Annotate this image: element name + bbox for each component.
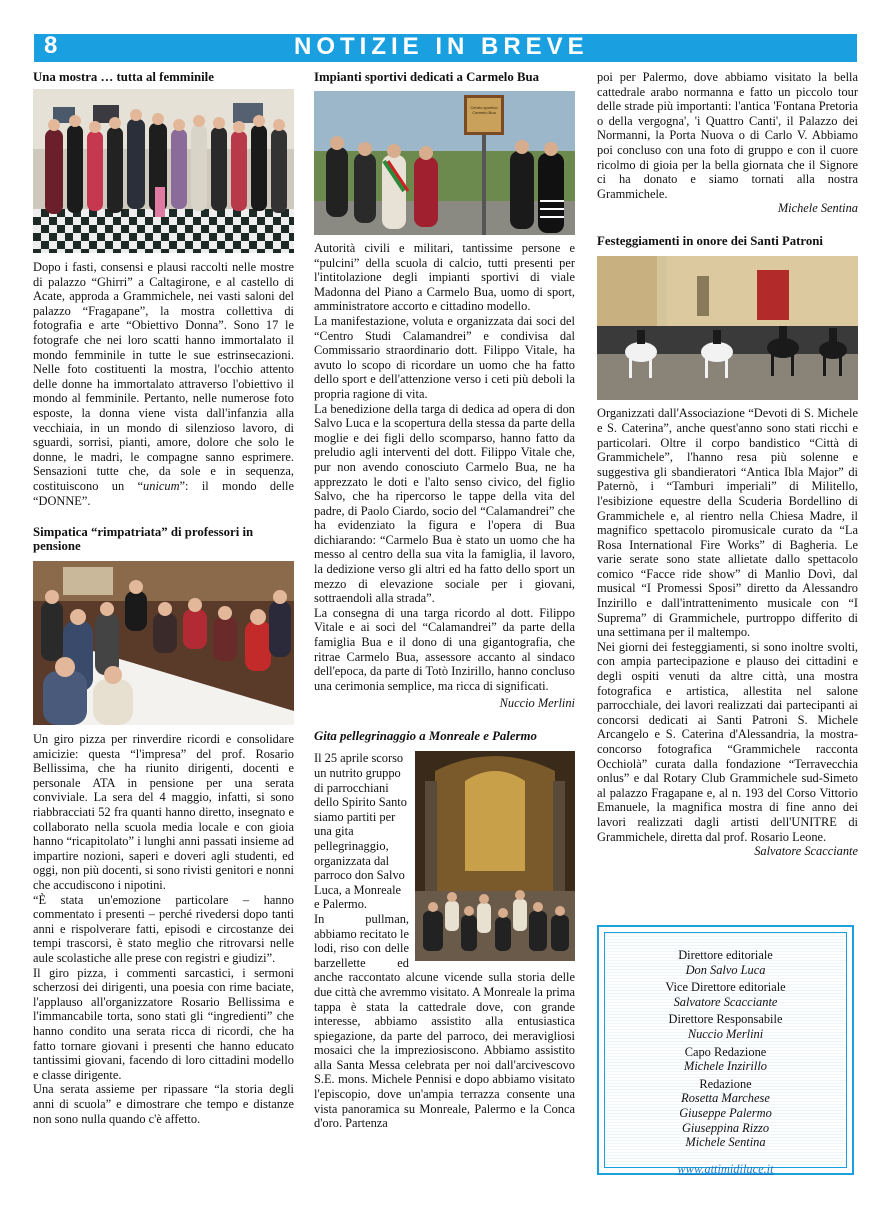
article-text-rimpatriata-2: “È stata un'emozione particolare – hanno commentato i presenti – perché rivedersi dopo tanti anni e rispolverare fatti, episodi e circostanze dei tempi trascorsi, è stato meglio che ritrovarsi nelle aule scolastiche alle prese con registri e giudizi”. [33, 892, 294, 965]
staff-role-vice-editor: Vice Direttore editoriale [665, 980, 786, 995]
article-title-mostra: Una mostra … tutta al femminile [33, 70, 214, 84]
staff-name-editor: Don Salvo Luca [685, 962, 766, 977]
article-text-mostra-main: Dopo i fasti, consensi e plausi raccolti nelle mostre di palazzo “Ghirri” a Caltagirone, e al castello di Acate, approda a Grammichele, nei vasti saloni del palazzo “Fragapane”, la mostra collettiva di fotografia e arte “Obiettivo Donna”. Sono 17 le fotografe che nei loro scatti hanno immortalato il mondo femminile in tutte le sue estrinsecazioni. Nelle foto costituenti la mostra, l'occhio attento delle donne ha immortalato attraverso l'obiettivo il mondo al femminile. Pertanto, nelle numerose foto esposte, la donna viene vista dall'infanzia alla vecchiaia, in un mondo di silenzioso lavoro, di sguardi, sorrisi, pianti, amore, dolore che solo le donne, le madri, le compagne sanno esprimere. Sensazioni tutte che, da sole e in sequenza, costituiscono un “ [33, 260, 294, 493]
editorial-staff-frame [604, 932, 847, 1176]
photo-exhibition-group [33, 89, 294, 253]
staff-role-editor: Direttore editoriale [678, 948, 773, 962]
author-signature-merlini: Nuccio Merlini [499, 696, 575, 711]
photo-plaque-ceremony [314, 91, 575, 235]
photo-horses-parade [597, 256, 858, 400]
staff-name-newsroom-1: Rosetta Marchese [681, 1091, 770, 1106]
page-number: 8 [44, 32, 58, 59]
staff-name-vice-editor: Salvatore Scacciante [673, 994, 778, 1009]
column-right [597, 70, 858, 859]
editorial-staff-list [605, 945, 846, 1176]
photo-pizza-dinner [33, 561, 294, 725]
article-title-festeggiamenti: Festeggiamenti in onore dei Santi Patroni [597, 234, 823, 249]
staff-role-newsroom: Redazione [699, 1076, 752, 1091]
article-title-rimpatriata: Simpatica “rimpatriata” di professori in pensione [33, 525, 254, 554]
column-left [33, 70, 294, 1126]
article-text-impianti-2: La manifestazione, voluta e organizzata dai soci del “Centro Studi Calamandrei” e condivisa dal Commissario straordinario dott. Filippo Vitale, ha avuto lo scopo di ricordare un uomo che ha fatto dello sport e dell'attenzione verso i ceti più deboli la propria ragione di vita. [314, 313, 575, 401]
website-link[interactable]: www.attimidiluce.it [677, 1161, 774, 1176]
article-text-festeggiamenti-1: Organizzati dall'Associazione “Devoti di S. Michele e S. Caterina”, anche quest'anno sono stati ricchi e particolari. Oltre il corpo bandistico “Città di Grammichele”, l'hanno resa più solenne e suggestiva gli sbandieratori “Antica Ibla Major” di Paternò, i “Tamburi imperiali” di Militello, l'esibizione equestre della Scuderia Bordellino di Grammichele e, al rientro nella Chiesa Madre, il magnifico spettacolo piromusicale curato da “La Rosa International Fire Works” di Bagheria. Le varie serate sono state allietate dallo spettacolo comico “Facce ride show” di Manlio Dovì, dal musical “I Promessi Sposi” diretto da Alessandro Inzirillo e dall'intrattenimento musicale con “I Suprema” di Grammichele, purtroppo differito di una settimana per il maltempo. [597, 406, 858, 640]
article-text-mostra-end: ”: il mondo delle “DONNE”. [33, 478, 294, 508]
article-text-rimpatriata-4: Una serata assieme per ripassare “la storia degli anni di scuola” e dimostrare che tempo e distanze non sono nulla quando c'è affetto. [33, 1082, 294, 1126]
article-text-gita-1: Il 25 aprile scorso un nutrito gruppo di parrocchiani dello Spirito Santo siamo partiti per una gita pellegrinaggio, organizzata dal parroco don Salvo Luca, a Monreale e Palermo. [314, 751, 407, 912]
section-title: NOTIZIE IN BREVE [294, 33, 589, 60]
article-text-impianti-4: La consegna di una targa ricordo al dott. Filippo Vitale e ai soci del “Calamandrei” da parte della famiglia Bua e il dono di una gigantografia, che ritrae Carmelo Bua, assessore accanto al sindaco dell'epoca, da parte di Totò Inzirillo, hanno concluso una cerimonia semplice, ma ricca di significati. [314, 605, 575, 693]
staff-role-chief: Capo Redazione [684, 1044, 767, 1059]
staff-role-responsible: Direttore Responsabile [668, 1012, 783, 1027]
article-text-impianti-3: La benedizione della targa di dedica ad opera di don Salvo Luca e la scopertura della stessa da parte della moglie e dei figli dello scomparso, hanno fatto da preludio agli interventi del dott. Filippo Vitale che, pur non avendo conosciuto Carmelo Bua, ne ha apprezzato le doti e l'alto senso civico, del figlio Salvo, che ha ripercorso le tappe della vita del padre, di Paolo Ciardo, socio del “Calamandrei” che ha evidenziato la figura e l'opera di Bua dichiarando: “Carmelo Bua è stato un uomo che ha messo al centro della sua vita la famiglia, il lavoro, la dedizione verso gli altri ed ha fatto dello sport un mezzo di elevazione sociale per i giovani, sottraendoli alla strada”. [314, 401, 575, 606]
author-signature-scacciante: Salvatore Scacciante [754, 844, 858, 859]
staff-name-newsroom-3: Giuseppina Rizzo [681, 1120, 770, 1135]
staff-name-responsible: Nuccio Merlini [687, 1026, 764, 1041]
section-header-bar [34, 34, 857, 62]
article-title-impianti: Impianti sportivi dedicati a Carmelo Bua [314, 70, 540, 84]
article-text-mostra-em: unicum [143, 478, 180, 493]
column-middle [314, 70, 575, 1131]
article-text-mostra [33, 260, 294, 508]
staff-name-newsroom-4: Michele Sentina [685, 1135, 766, 1150]
staff-name-newsroom-2: Giuseppe Palermo [679, 1105, 772, 1120]
article-text-festeggiamenti-2: Nei giorni dei festeggiamenti, si sono inoltre svolti, con ampia partecipazione e plauso dei cittadini e degli ospiti venuti da altre città, una mostra fotografica e artistica, allestita nel salone parrocchiale, dei lavori realizzati dai partecipanti ai concorsi dedicati ai Santi Patroni S. Michele Arcangelo e S. Caterina d'Alessandria, la mostra-concorso fotografica “Grammichele racconta Occhiolà” curata dalla fondazione “Terravecchia onlus” e dal Rotary Club Grammichele sud-Simeto al palazzo Fragapane e, al n. 193 del Corso Vittorio Emanuele, la magnifica mostra di fine anno dei lavori realizzati dagli artisti dell'UNITRE di Grammichele, diretta dal prof. Rosario Leone. [597, 639, 858, 844]
article-text-impianti-1: Autorità civili e militari, tantissime persone e “pulcini” della scuola di calcio, tutti presenti per l'intitolazione degli impianti sportivi di viale Madonna del Piano a Carmelo Bua, uomo di sport, amministratore accorto e cittadino modello. [314, 241, 575, 314]
staff-name-chief: Michele Inzirillo [684, 1059, 767, 1074]
article-title-gita: Gita pellegrinaggio a Monreale e Palermo [314, 729, 537, 744]
photo-cathedral-group [415, 751, 575, 961]
article-text-gita-2: In pullman, abbiamo recitato le lodi, riso con delle barzellette ed anche raccontato alcune vicende sulla storia delle due città che avremmo visitato. A Monreale la prima tappa è stata la cattedrale dove, con grande interesse, abbiamo assistito alla entusiastica spiegazione, da parte del parroco, dei meravigliosi mosaici che la impreziosiscono. Abbiamo assistito alla Santa Messa celebrata per noi dall'arcivescovo S.E. mons. Michele Pennisi e dopo abbiamo visitato l'episcopio, dove un'ampia terrazza consente una vista panoramica su Monreale, Palermo e la Conca d'oro. Partenza [314, 911, 575, 1131]
author-signature-sentina: Michele Sentina [777, 201, 858, 216]
plaque-text: Centro sportivo Carmelo Bua [470, 105, 498, 115]
article-text-rimpatriata-3: Il giro pizza, i commenti sarcastici, i sermoni scherzosi dei dirigenti, una poesia con rime baciate, l'applauso all'organizzatore Rosario Bellissima e l'immancabile torta, sono stati gli “ingredienti” che hanno condito una serata ricca di ricordi, che ha fatto tornare giovani i presenti che hanno educato tantissimi giovani, facendo di loro cittadini modello e classe dirigente. [33, 965, 294, 1082]
article-text-rimpatriata-1: Un giro pizza per rinverdire ricordi e consolidare amicizie: questa “l'impresa” del prof. Rosario Bellissima, che ha riunito dirigenti, docenti e personale ATA in pensione per una serata conviviale. La sera del 4 maggio, infatti, si sono riabbracciati 52 fra quanti hanno diretto, insegnato e collaborato nella scuola media locale e con gioia hanno “ricapitolato” i lunghi anni passati insieme ad impartire nozioni, saperi e doveri agli studenti, ed oggi, non più docenti, si sono rivisti genitori e nonni che accudiscono i nipotini. [33, 732, 294, 893]
editorial-staff-box [597, 925, 854, 1175]
article-text-gita-cont: poi per Palermo, dove abbiamo visitato la bella cattedrale arabo normanna e fatto un piccolo tour delle strade più importanti: l'antica 'Fontana Pretoria o della vergogna', 'i Quattro Canti', il Palazzo dei Normanni, la Porta Nuova o di Carlo V. Abbiamo poi concluso con una foto di gruppo e con il cuore ricolmo di gioia per la bella giornata che il Signore ci ha donato e siamo tornati alla nostra Grammichele. [597, 70, 858, 201]
article-gita-body [314, 751, 575, 1130]
